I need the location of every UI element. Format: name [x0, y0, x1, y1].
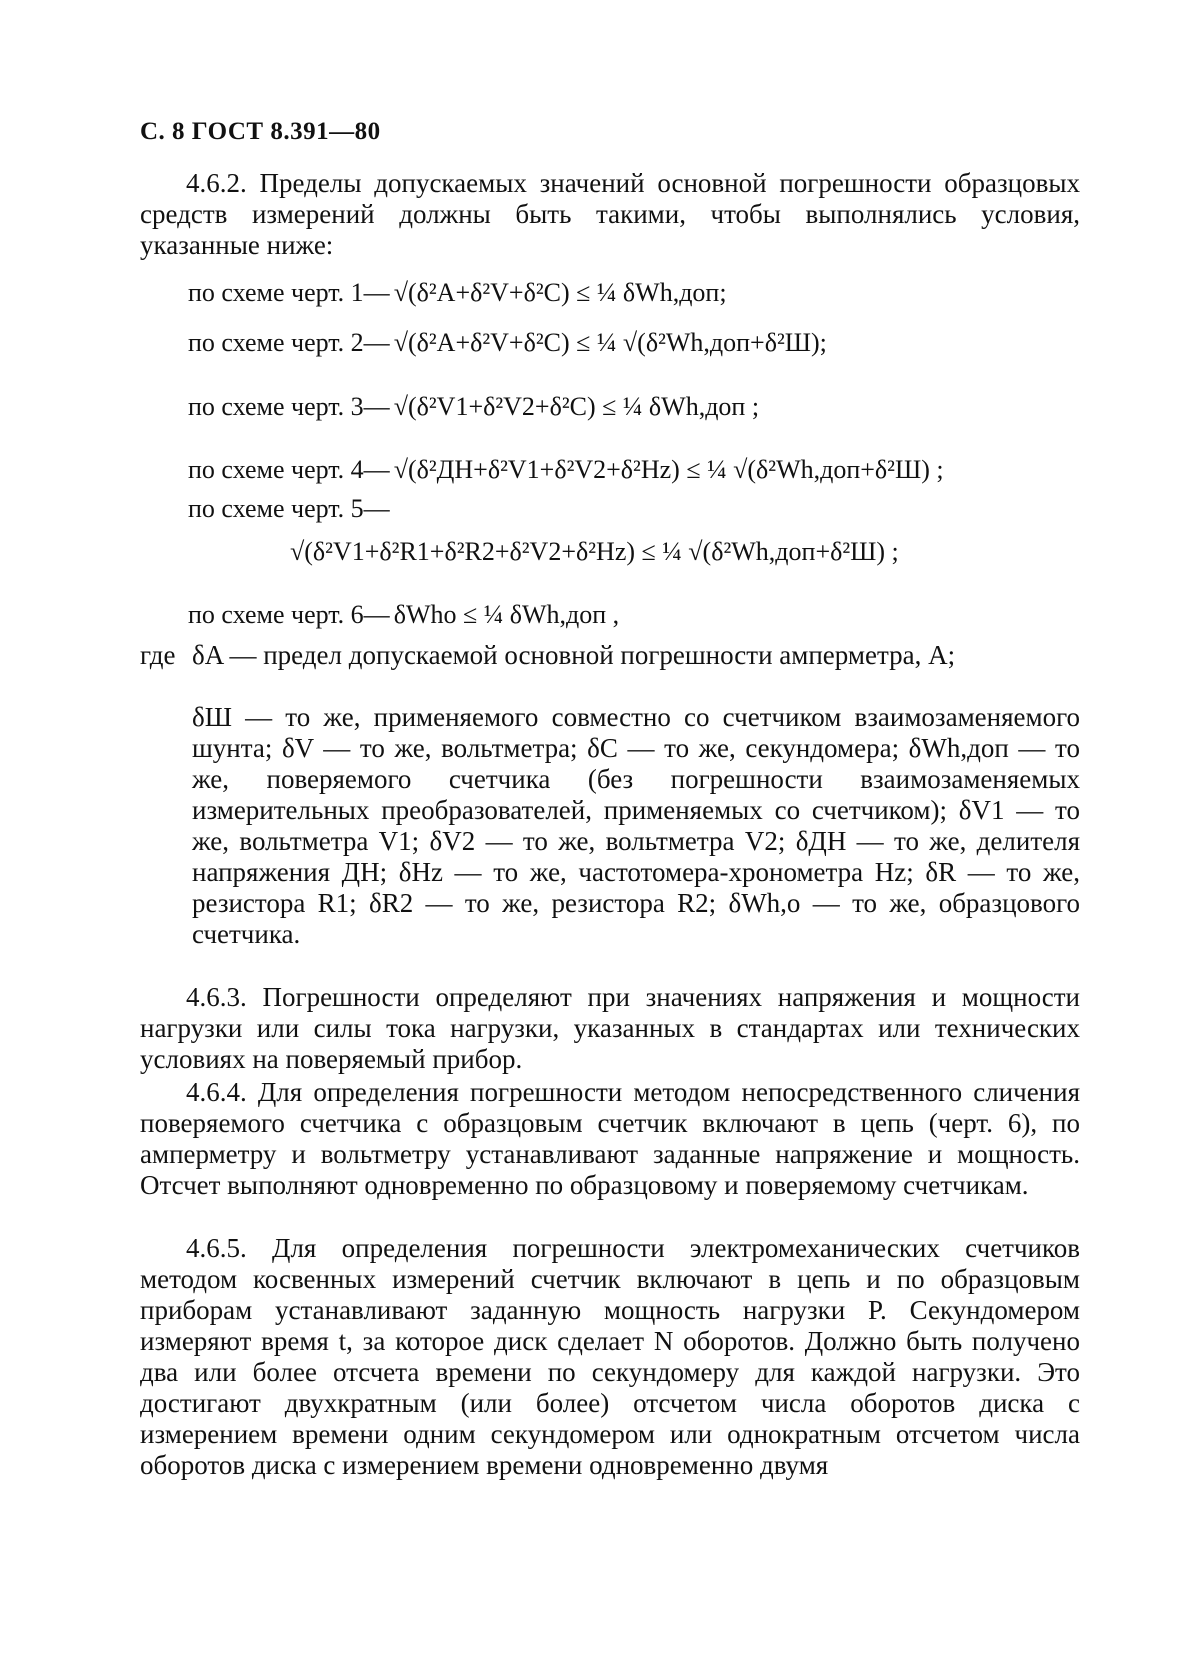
formula-expression: √(δ²ДН+δ²V1+δ²V2+δ²Hz) ≤ ¼ √(δ²Wh,доп+δ²Ш) ;: [393, 455, 944, 484]
formula-label: по схеме черт. 6—: [188, 600, 390, 629]
formula-2: [188, 328, 827, 358]
formula-3: [188, 392, 759, 422]
formula-label: по схеме черт. 2—: [188, 328, 390, 357]
formula-5-label: по схеме черт. 5—: [188, 494, 390, 523]
formula-4: [188, 455, 944, 485]
definition-list: δШ — то же, применяемого совместно со счетчиком взаимозаменяемого шунта; δV — то же, вольтметра; δC — то же, секундомера; δWh,доп — то же, поверяемого счетчика (без погрешности взаимозаменяемых измерительных преобразователей, применяемых со счетчиком); δV1 — то же, вольтметра V1; δV2 — то же, вольтметра V2; δДН — то же, делителя напряжения ДН; δHz — то же, частотомера-хронометра Hz; δR — то же, резистора R1; δR2 — то же, резистора R2; δWh,o — то же, образцового счетчика.: [192, 702, 1080, 949]
formula-expression: √(δ²A+δ²V+δ²C) ≤ ¼ δWh,доп;: [393, 278, 727, 307]
formula-label: по схеме черт. 3—: [188, 392, 390, 421]
page-header: С. 8 ГОСТ 8.391—80: [140, 118, 381, 145]
paragraph-4-6-5: 4.6.5. Для определения погрешности электромеханических счетчиков методом косвенных измерений счетчик включают в цепь и по образцовым приборам устанавливают заданную мощность нагрузки P. Секундомером измеряют время t, за которое диск сделает N оборотов. Должно быть получено два или более отсчета времени по секундомеру для каждой нагрузки. Это достигают двухкратным (или более) отсчетом числа оборотов диска с измерением времени одним секундомером или однократным отсчетом числа оборотов диска с измерением времени одновременно двумя: [140, 1233, 1080, 1480]
paragraph-4-6-2: 4.6.2. Пределы допускаемых значений основной погрешности образцовых средств измерений должны быть такими, чтобы выполнялись условия, указанные ниже:: [140, 168, 1080, 260]
formula-6: [188, 600, 619, 630]
where-label: где: [140, 640, 176, 670]
formula-label: по схеме черт. 4—: [188, 455, 390, 484]
formula-expression: √(δ²A+δ²V+δ²C) ≤ ¼ √(δ²Wh,доп+δ²Ш);: [393, 328, 827, 357]
formula-1: [188, 278, 727, 308]
formula-expression: √(δ²V1+δ²V2+δ²C) ≤ ¼ δWh,доп ;: [393, 392, 760, 421]
formula-label: по схеме черт. 1—: [188, 278, 390, 307]
paragraph-4-6-4: 4.6.4. Для определения погрешности методом непосредственного сличения поверяемого счетчика с образцовым счетчик включают в цепь (черт. 6), по амперметру и вольтметру устанавливают заданные напряжение и мощность. Отсчет выполняют одновременно по образцовому и поверяемому счетчикам.: [140, 1077, 1080, 1200]
paragraph-4-6-3: 4.6.3. Погрешности определяют при значениях напряжения и мощности нагрузки или силы тока нагрузки, указанных в стандартах или технических условиях на поверяемый прибор.: [140, 982, 1080, 1074]
definition-amperemeter: δA — предел допускаемой основной погрешности амперметра, А;: [192, 640, 956, 670]
formula-5-expression: √(δ²V1+δ²R1+δ²R2+δ²V2+δ²Hz) ≤ ¼ √(δ²Wh,доп+δ²Ш) ;: [290, 537, 899, 566]
formula-expression: δWho ≤ ¼ δWh,доп ,: [393, 600, 620, 629]
